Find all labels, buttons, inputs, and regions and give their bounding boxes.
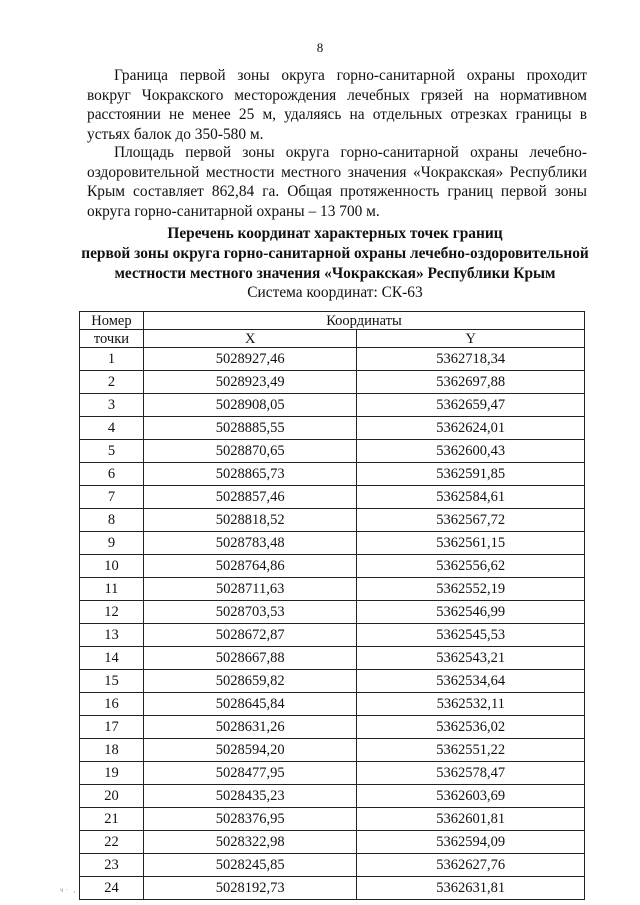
point-number-cell: 22 xyxy=(80,831,144,854)
point-number-cell: 13 xyxy=(80,624,144,647)
table-row xyxy=(80,578,585,601)
point-number-cell: 9 xyxy=(80,532,144,555)
y-coordinate-cell: 5362697,88 xyxy=(357,371,585,394)
table-row xyxy=(80,486,585,509)
x-coordinate-cell: 5028783,48 xyxy=(143,532,357,555)
point-number-cell: 17 xyxy=(80,716,144,739)
list-heading-line-1: Перечень координат характерных точек границ xyxy=(167,225,503,242)
y-coordinate-cell: 5362718,34 xyxy=(357,348,585,371)
header-x: X xyxy=(143,330,357,348)
point-number-cell: 21 xyxy=(80,808,144,831)
point-number-cell: 3 xyxy=(80,394,144,417)
y-coordinate-cell: 5362578,47 xyxy=(357,762,585,785)
header-point-number-line1: Номер xyxy=(80,312,144,330)
y-coordinate-cell: 5362600,43 xyxy=(357,440,585,463)
x-coordinate-cell: 5028923,49 xyxy=(143,371,357,394)
point-number-cell: 2 xyxy=(80,371,144,394)
x-coordinate-cell: 5028818,52 xyxy=(143,509,357,532)
point-number-cell: 5 xyxy=(80,440,144,463)
list-heading-line-2: первой зоны округа горно-санитарной охраны лечебно-оздоровительной xyxy=(81,245,589,262)
x-coordinate-cell: 5028477,95 xyxy=(143,762,357,785)
coordinates-table-body xyxy=(80,348,585,900)
table-row xyxy=(80,647,585,670)
y-coordinate-cell: 5362536,02 xyxy=(357,716,585,739)
y-coordinate-cell: 5362532,11 xyxy=(357,693,585,716)
x-coordinate-cell: 5028908,05 xyxy=(143,394,357,417)
y-coordinate-cell: 5362631,81 xyxy=(357,877,585,900)
table-row xyxy=(80,601,585,624)
y-coordinate-cell: 5362591,85 xyxy=(357,463,585,486)
y-coordinate-cell: 5362552,19 xyxy=(357,578,585,601)
x-coordinate-cell: 5028594,20 xyxy=(143,739,357,762)
table-row xyxy=(80,394,585,417)
point-number-cell: 1 xyxy=(80,348,144,371)
x-coordinate-cell: 5028667,88 xyxy=(143,647,357,670)
table-row xyxy=(80,693,585,716)
y-coordinate-cell: 5362601,81 xyxy=(357,808,585,831)
table-row xyxy=(80,417,585,440)
table-row xyxy=(80,624,585,647)
y-coordinate-cell: 5362556,62 xyxy=(357,555,585,578)
table-row xyxy=(80,877,585,900)
paragraph-boundary: Граница первой зоны округа горно-санитарной охраны проходит вокруг Чокракского месторождения лечебных грязей на нормативном расстоянии не менее 25 м, удаляясь на отдельных отрезках границы в устьях балок до 350-580 м. xyxy=(87,67,587,143)
table-row xyxy=(80,808,585,831)
y-coordinate-cell: 5362594,09 xyxy=(357,831,585,854)
y-coordinate-cell: 5362546,99 xyxy=(357,601,585,624)
point-number-cell: 8 xyxy=(80,509,144,532)
x-coordinate-cell: 5028711,63 xyxy=(143,578,357,601)
page-number: 8 xyxy=(316,40,324,55)
x-coordinate-cell: 5028245,85 xyxy=(143,854,357,877)
x-coordinate-cell: 5028645,84 xyxy=(143,693,357,716)
x-coordinate-cell: 5028857,46 xyxy=(143,486,357,509)
table-row xyxy=(80,371,585,394)
x-coordinate-cell: 5028865,73 xyxy=(143,463,357,486)
y-coordinate-cell: 5362534,64 xyxy=(357,670,585,693)
y-coordinate-cell: 5362624,01 xyxy=(357,417,585,440)
table-row xyxy=(80,670,585,693)
point-number-cell: 18 xyxy=(80,739,144,762)
point-number-cell: 24 xyxy=(80,877,144,900)
x-coordinate-cell: 5028659,82 xyxy=(143,670,357,693)
point-number-cell: 23 xyxy=(80,854,144,877)
table-row xyxy=(80,854,585,877)
coordinate-system-label: Система координат: СК-63 xyxy=(247,284,423,301)
table-row xyxy=(80,348,585,371)
point-number-cell: 11 xyxy=(80,578,144,601)
header-point-number-line2: точки xyxy=(80,330,144,348)
header-y: Y xyxy=(357,330,585,348)
table-row xyxy=(80,463,585,486)
x-coordinate-cell: 5028435,23 xyxy=(143,785,357,808)
table-row xyxy=(80,716,585,739)
header-coordinates: Координаты xyxy=(143,312,584,330)
x-coordinate-cell: 5028192,73 xyxy=(143,877,357,900)
point-number-cell: 14 xyxy=(80,647,144,670)
table-row xyxy=(80,831,585,854)
point-number-cell: 10 xyxy=(80,555,144,578)
y-coordinate-cell: 5362543,21 xyxy=(357,647,585,670)
x-coordinate-cell: 5028703,53 xyxy=(143,601,357,624)
y-coordinate-cell: 5362603,69 xyxy=(357,785,585,808)
table-row xyxy=(80,739,585,762)
table-row xyxy=(80,532,585,555)
list-heading-line-3: местности местного значения «Чокракская» Республики Крым xyxy=(114,265,556,282)
point-number-cell: 4 xyxy=(80,417,144,440)
point-number-cell: 12 xyxy=(80,601,144,624)
table-row xyxy=(80,440,585,463)
x-coordinate-cell: 5028764,86 xyxy=(143,555,357,578)
y-coordinate-cell: 5362567,72 xyxy=(357,509,585,532)
table-row xyxy=(80,762,585,785)
x-coordinate-cell: 5028870,65 xyxy=(143,440,357,463)
paragraph-area: Площадь первой зоны округа горно-санитарной охраны лечебно-оздоровительной местности местного значения «Чокракская» Республики Крым составляет 862,84 га. Общая протяженность границ первой зоны округа горно-санитарной охраны – 13 700 м. xyxy=(87,144,587,220)
x-coordinate-cell: 5028376,95 xyxy=(143,808,357,831)
x-coordinate-cell: 5028927,46 xyxy=(143,348,357,371)
corner-mark: ч· , xyxy=(60,886,78,894)
y-coordinate-cell: 5362584,61 xyxy=(357,486,585,509)
point-number-cell: 7 xyxy=(80,486,144,509)
point-number-cell: 15 xyxy=(80,670,144,693)
y-coordinate-cell: 5362551,22 xyxy=(357,739,585,762)
y-coordinate-cell: 5362561,15 xyxy=(357,532,585,555)
x-coordinate-cell: 5028322,98 xyxy=(143,831,357,854)
y-coordinate-cell: 5362659,47 xyxy=(357,394,585,417)
x-coordinate-cell: 5028672,87 xyxy=(143,624,357,647)
x-coordinate-cell: 5028631,26 xyxy=(143,716,357,739)
y-coordinate-cell: 5362545,53 xyxy=(357,624,585,647)
coordinates-table xyxy=(79,311,585,900)
point-number-cell: 16 xyxy=(80,693,144,716)
point-number-cell: 20 xyxy=(80,785,144,808)
table-row xyxy=(80,509,585,532)
y-coordinate-cell: 5362627,76 xyxy=(357,854,585,877)
table-row xyxy=(80,555,585,578)
table-row xyxy=(80,785,585,808)
point-number-cell: 6 xyxy=(80,463,144,486)
point-number-cell: 19 xyxy=(80,762,144,785)
x-coordinate-cell: 5028885,55 xyxy=(143,417,357,440)
